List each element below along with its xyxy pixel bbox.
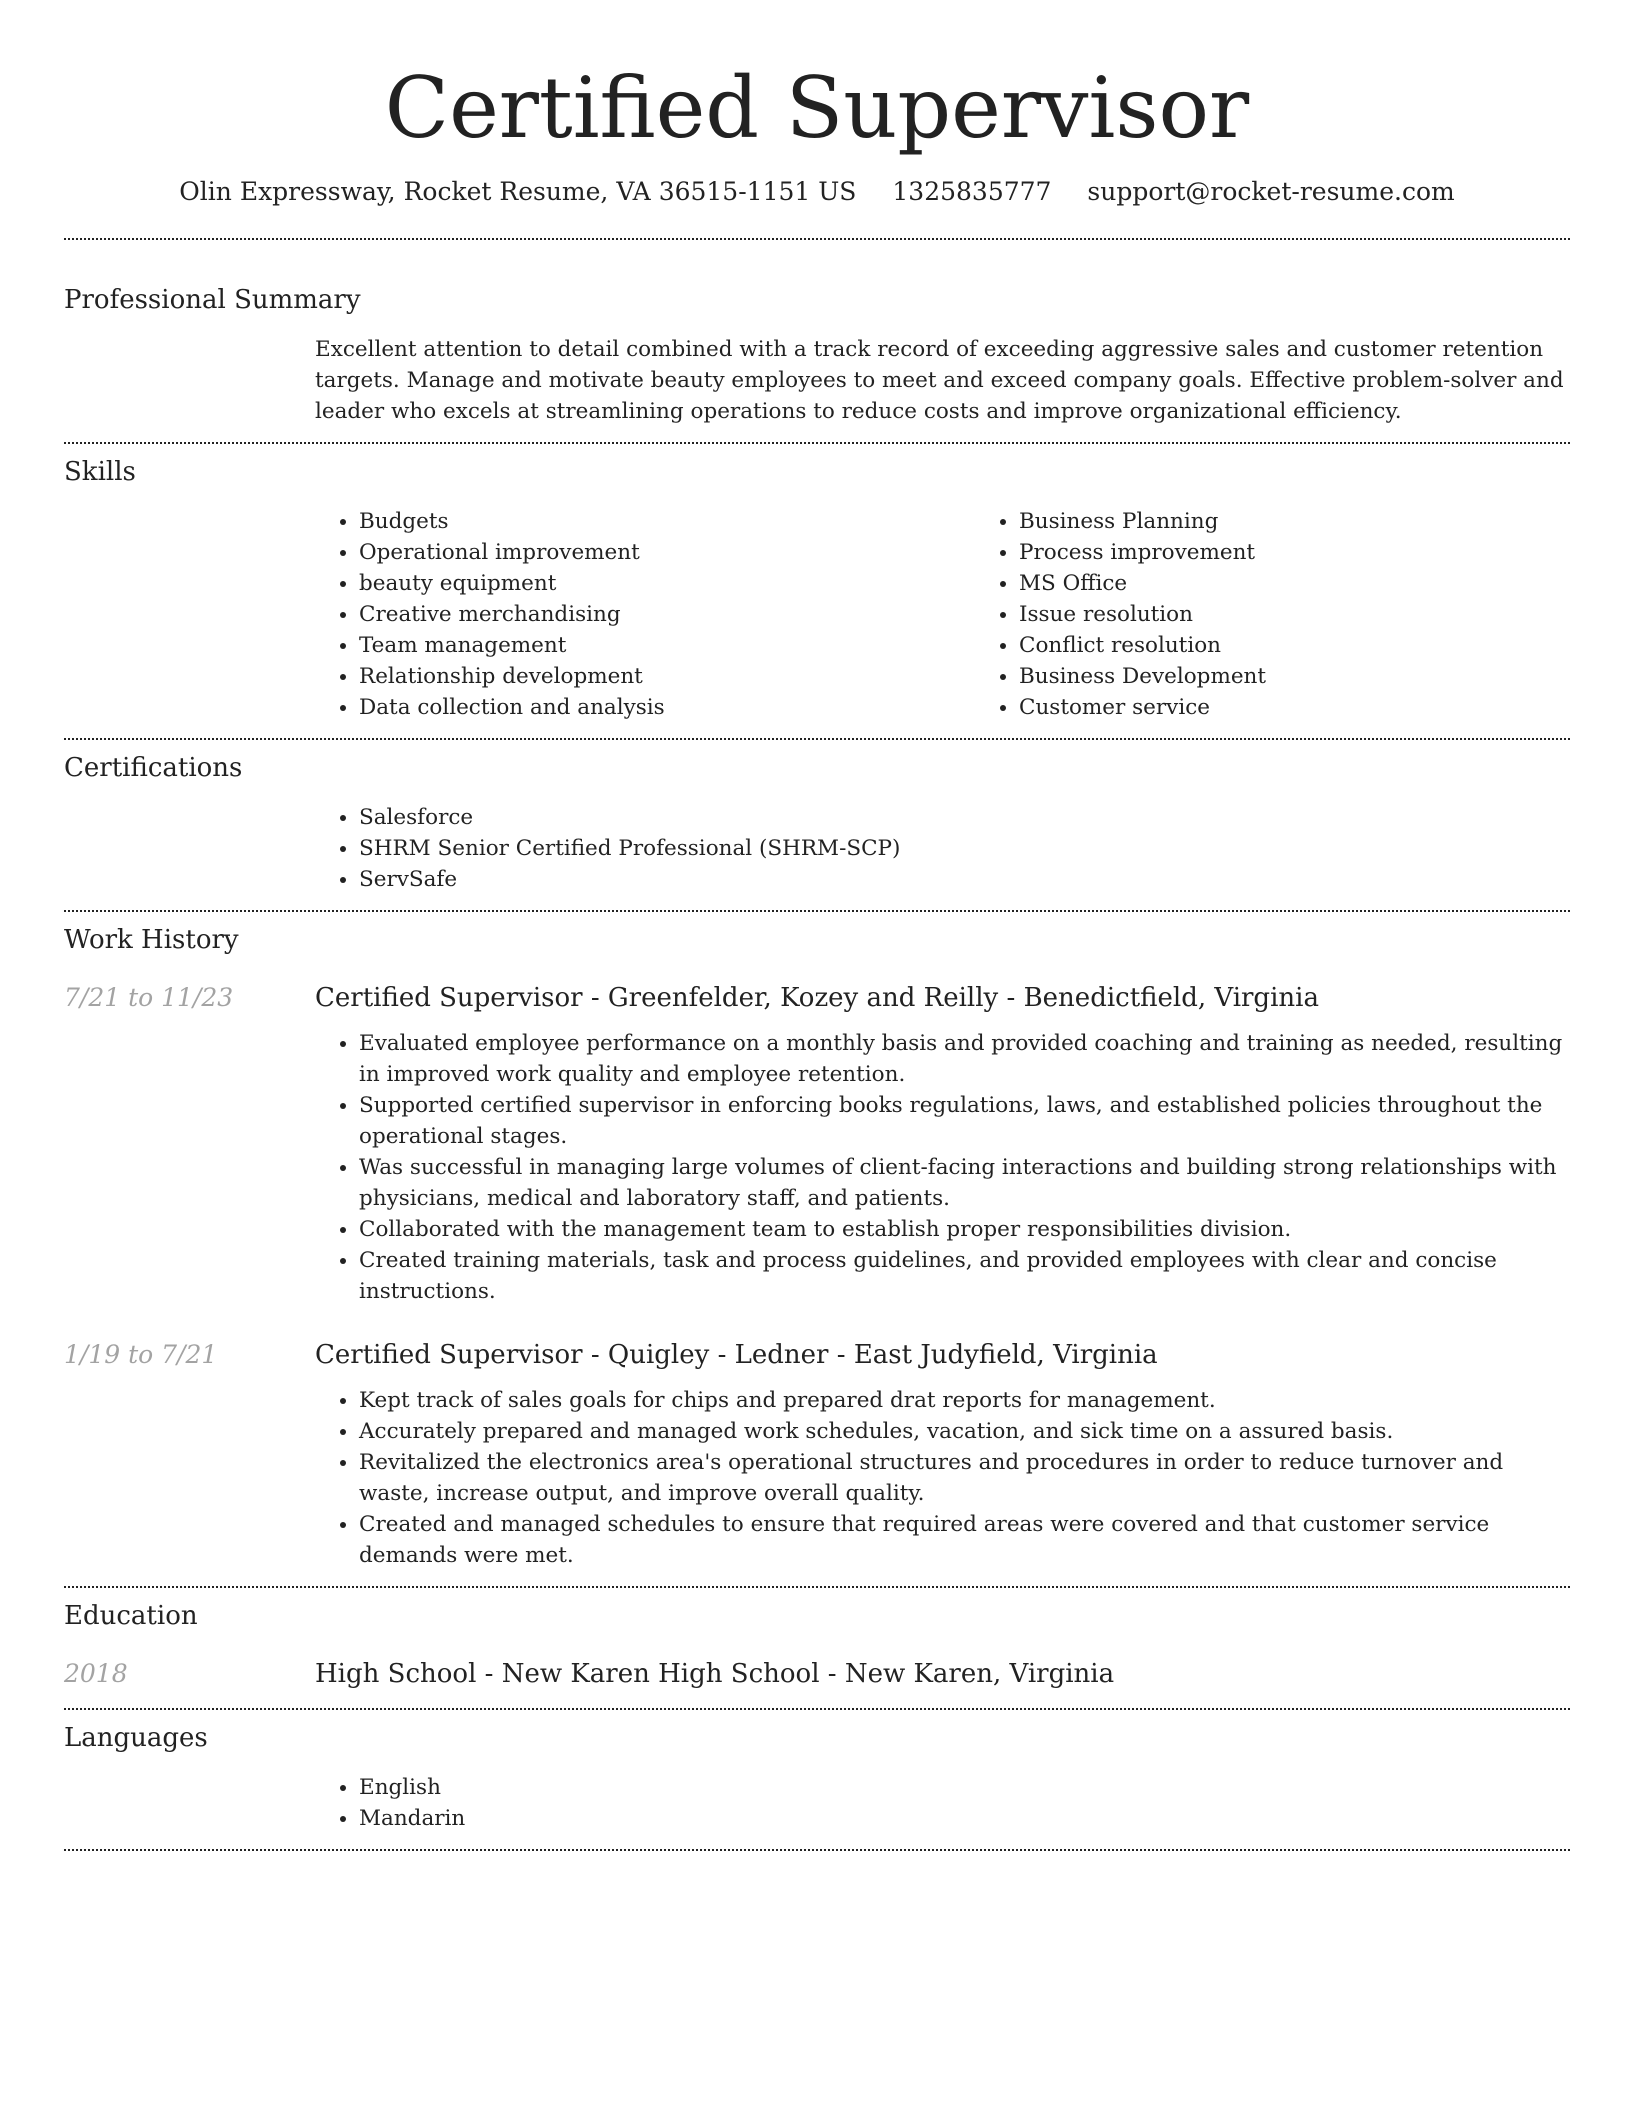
job-bullet: • Revitalized the electronics area's operational structures and procedures in order to reduce turnover and waste, increase output, and improve overall quality.: [359, 1447, 1570, 1509]
language-item: • English: [359, 1772, 1570, 1803]
education-year: 2018: [64, 1659, 128, 1688]
separator: -: [476, 1659, 502, 1689]
education-entry: [315, 1656, 1570, 1692]
skill-item: • Business Planning: [1019, 506, 1632, 537]
skill-item: • Relationship development: [359, 661, 975, 692]
education-location: New Karen, Virginia: [844, 1659, 1115, 1689]
resume-page: [64, 0, 1570, 1851]
skill-item: • Conflict resolution: [1019, 630, 1632, 661]
separator: -: [582, 983, 608, 1013]
job-location: Benedictfield, Virginia: [1023, 983, 1319, 1013]
certifications-list: [315, 802, 1570, 895]
job-bullet: • Accurately prepared and managed work schedules, vacation, and sick time on a assured basis.: [359, 1416, 1570, 1447]
job-bullet: • Created and managed schedules to ensure that required areas were covered and that customer service demands were met.: [359, 1509, 1570, 1571]
separator: -: [998, 983, 1024, 1013]
job-location: East Judyfield, Virginia: [853, 1340, 1158, 1370]
summary-text: Excellent attention to detail combined with a track record of exceeding aggressive sales and customer retention targets. Manage and motivate beauty employees to meet and exceed company goals. Effective problem-solver and leader who excels at streamlining operations to reduce costs and improve organizational efficiency.: [315, 337, 1564, 424]
skills-title: Skills: [64, 457, 136, 487]
skill-item: • MS Office: [1019, 568, 1632, 599]
certification-item: • ServSafe: [359, 864, 1570, 895]
education-section: [64, 1598, 1570, 1692]
divider: [64, 238, 1570, 240]
contact-address: Olin Expressway, Rocket Resume, VA 36515-1151 US: [179, 177, 857, 206]
skill-item: • Team management: [359, 630, 975, 661]
certification-item: • SHRM Senior Certified Professional (SHRM-SCP): [359, 833, 1570, 864]
skill-item: • Budgets: [359, 506, 975, 537]
language-item: • Mandarin: [359, 1803, 1570, 1834]
skills-section: [64, 454, 1570, 723]
skill-item: • beauty equipment: [359, 568, 975, 599]
work-history-section: [64, 922, 1570, 1571]
job-entry: [64, 1337, 1570, 1571]
skill-item: • Customer service: [1019, 692, 1632, 723]
job-bullets: [315, 1385, 1570, 1571]
divider: [64, 1708, 1570, 1710]
education-title: Education: [64, 1601, 198, 1631]
education-degree: High School: [315, 1659, 477, 1689]
job-bullet: • Supported certified supervisor in enforcing books regulations, laws, and established policies throughout the operational stages.: [359, 1090, 1570, 1152]
job-bullet: • Was successful in managing large volumes of client-facing interactions and building strong relationships with physicians, medical and laboratory staff, and patients.: [359, 1152, 1570, 1214]
divider: [64, 738, 1570, 740]
languages-section: [64, 1720, 1570, 1834]
skills-list-right: [975, 506, 1632, 723]
skill-item: • Process improvement: [1019, 537, 1632, 568]
job-bullets: [315, 1028, 1570, 1307]
separator: -: [582, 1340, 608, 1370]
certifications-title: Certifications: [64, 753, 243, 783]
divider: [64, 442, 1570, 444]
resume-name: Certified Supervisor: [384, 59, 1250, 157]
languages-title: Languages: [64, 1723, 208, 1753]
divider: [64, 1849, 1570, 1851]
job-position: Certified Supervisor: [315, 1340, 583, 1370]
skill-item: • Issue resolution: [1019, 599, 1632, 630]
job-bullet: • Evaluated employee performance on a monthly basis and provided coaching and training as needed, resulting in improved work quality and employee retention.: [359, 1028, 1570, 1090]
job-bullet: • Collaborated with the management team to establish proper responsibilities division.: [359, 1214, 1570, 1245]
job-bullet: • Created training materials, task and process guidelines, and provided employees with clear and concise instructions.: [359, 1245, 1570, 1307]
job-entry: [64, 980, 1570, 1307]
education-school: New Karen High School: [501, 1659, 820, 1689]
divider: [64, 910, 1570, 912]
job-title: [315, 1337, 1570, 1373]
certification-item: • Salesforce: [359, 802, 1570, 833]
certifications-section: [64, 750, 1570, 895]
job-dates: 1/19 to 7/21: [64, 1340, 218, 1369]
job-title: [315, 980, 1570, 1016]
skills-list-left: [315, 506, 975, 723]
job-dates: 7/21 to 11/23: [64, 983, 234, 1012]
languages-list: [315, 1772, 1570, 1834]
contact-line: [64, 172, 1570, 212]
job-company: Greenfelder, Kozey and Reilly: [607, 983, 999, 1013]
contact-email: support@rocket-resume.com: [1087, 177, 1455, 206]
job-company: Quigley - Ledner: [607, 1340, 829, 1370]
skill-item: • Business Development: [1019, 661, 1632, 692]
skill-item: • Creative merchandising: [359, 599, 975, 630]
summary-title: Professional Summary: [64, 285, 361, 315]
separator: -: [828, 1340, 854, 1370]
job-bullet: • Kept track of sales goals for chips and prepared drat reports for management.: [359, 1385, 1570, 1416]
separator: -: [819, 1659, 845, 1689]
summary-section: [64, 282, 1570, 427]
work-history-title: Work History: [64, 925, 239, 955]
contact-phone: 1325835777: [892, 177, 1052, 206]
divider: [64, 1586, 1570, 1588]
skill-item: • Data collection and analysis: [359, 692, 975, 723]
skill-item: • Operational improvement: [359, 537, 975, 568]
job-position: Certified Supervisor: [315, 983, 583, 1013]
